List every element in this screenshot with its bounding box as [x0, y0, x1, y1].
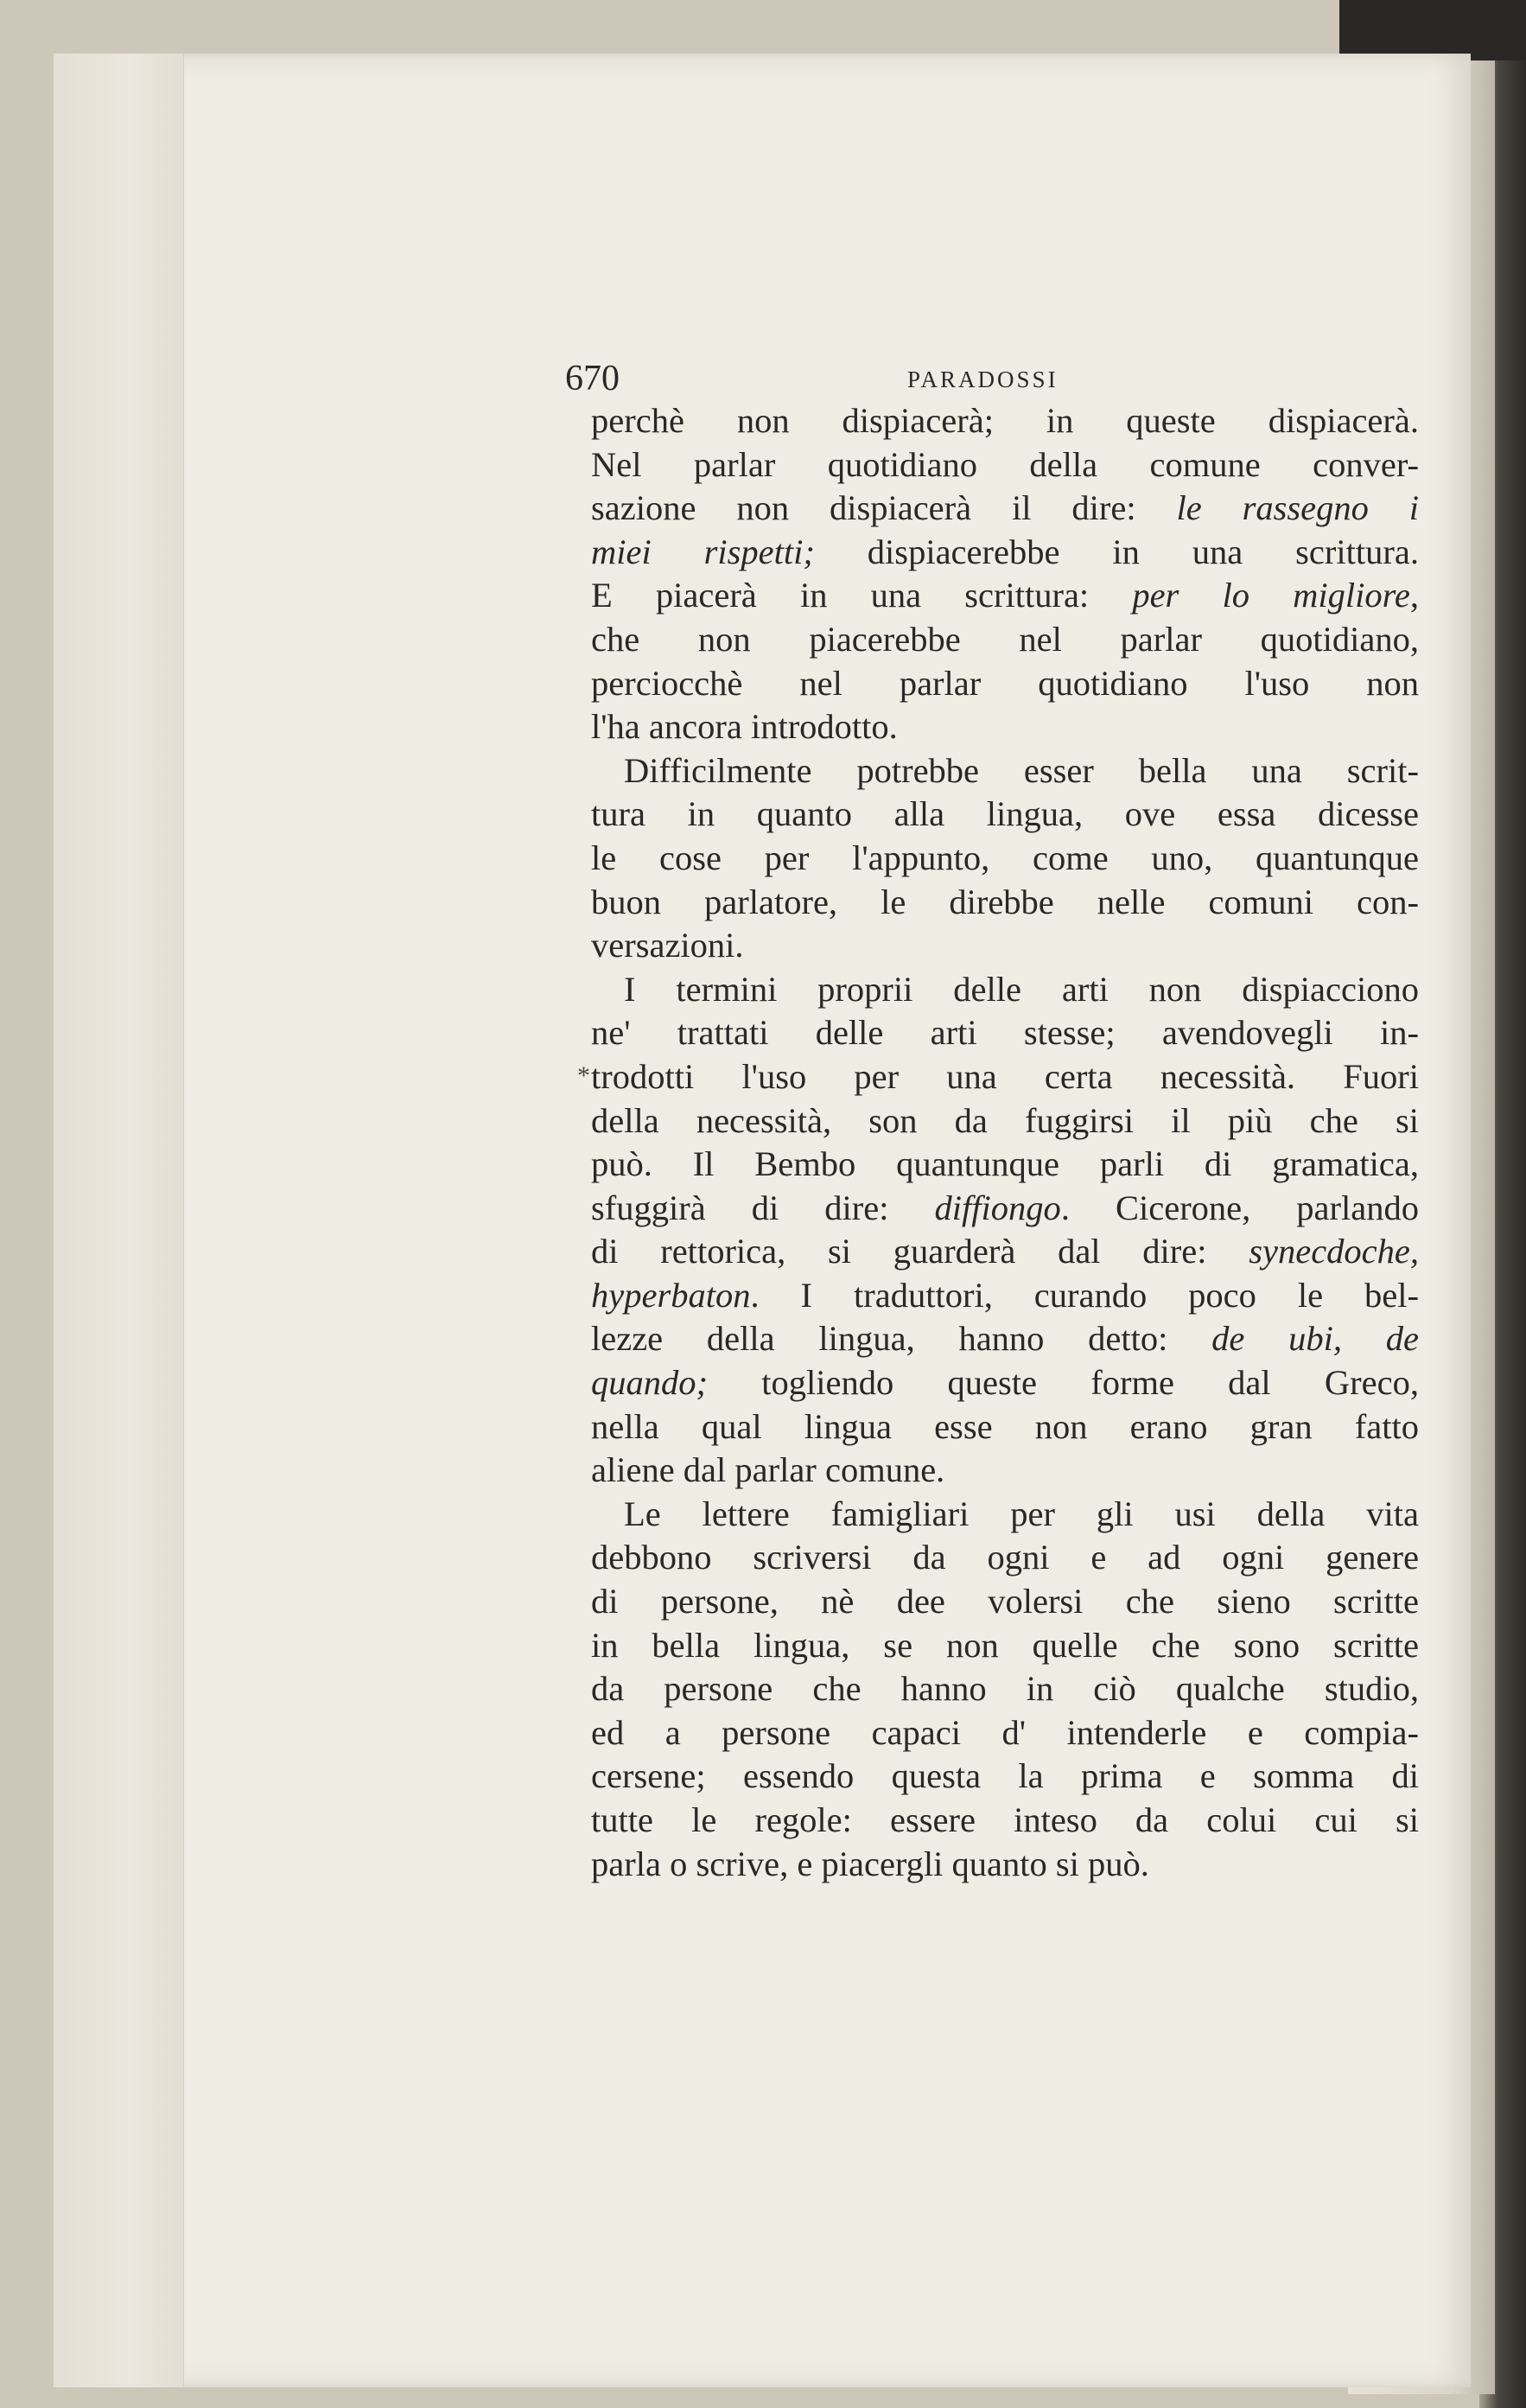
- paragraph: [591, 1493, 1419, 1886]
- scanner-background-top: [1339, 0, 1526, 61]
- text-run: Le lettere famigliari per gli usi della vita: [624, 1494, 1419, 1533]
- text-run: le cose per l'appunto, come uno, quantunque: [591, 838, 1419, 877]
- text-run: buon parlatore, le direbbe nelle comuni con-: [591, 882, 1419, 921]
- page-fold-strip: [54, 54, 184, 2387]
- text-run: tutte le regole: essere inteso da colui cui si: [591, 1800, 1419, 1839]
- text-line: [591, 1843, 1419, 1887]
- text-line: [591, 1580, 1419, 1624]
- text-line: [591, 881, 1419, 925]
- text-run: debbono scriversi da ogni e ad ogni genere: [591, 1538, 1419, 1577]
- text-run: di rettorica, si guarderà dal dire:: [591, 1232, 1249, 1271]
- text-run: perciocchè nel parlar quotidiano l'uso non: [591, 663, 1419, 703]
- text-run: . I traduttori, curando poco le bel-: [750, 1275, 1419, 1315]
- text-line: [591, 1055, 1419, 1099]
- paragraph: [591, 968, 1419, 1493]
- text-line: [591, 1711, 1419, 1755]
- text-line: [591, 1624, 1419, 1668]
- text-line: [591, 1143, 1419, 1187]
- text-run: cersene; essendo questa la prima e somma di: [591, 1756, 1419, 1796]
- text-run: Nel parlar quotidiano della comune conver-: [591, 444, 1419, 484]
- text-run: da persone che hanno in ciò qualche studio,: [591, 1669, 1419, 1709]
- text-line: [591, 1405, 1419, 1449]
- text-run: nella qual lingua esse non erano gran fatto: [591, 1406, 1419, 1446]
- text-run: ne' trattati delle arti stesse; avendovegli in-: [591, 1013, 1419, 1053]
- text-run: può. Il Bembo quantunque parli di gramatica,: [591, 1144, 1419, 1184]
- text-line: [591, 618, 1419, 662]
- text-line: [591, 1011, 1419, 1055]
- text-run: perchè non dispiacerà; in queste dispiacerà.: [591, 401, 1419, 440]
- text-run: Difficilmente potrebbe esser bella una scrit-: [624, 750, 1419, 790]
- text-run: . Cicerone, parlando: [1060, 1188, 1420, 1227]
- text-line: [591, 1317, 1419, 1361]
- text-run: I termini proprii delle arti non dispiacciono: [624, 969, 1419, 1009]
- text-run: sazione non dispiacerà il dire:: [591, 488, 1177, 528]
- page-text: [565, 359, 1420, 1886]
- text-line: [591, 1230, 1419, 1274]
- text-line: [591, 1667, 1419, 1711]
- text-line: [591, 837, 1419, 881]
- text-line: [591, 924, 1419, 968]
- text-line: [591, 487, 1419, 531]
- italic-phrase: quando;: [591, 1363, 708, 1403]
- text-line: [591, 1755, 1419, 1799]
- text-line: [591, 1449, 1419, 1493]
- body-text: [591, 399, 1419, 1886]
- text-line: [591, 1274, 1419, 1318]
- text-line: [591, 1361, 1419, 1405]
- italic-phrase: hyperbaton: [591, 1275, 751, 1315]
- text-run: lezze della lingua, hanno detto:: [591, 1319, 1212, 1359]
- text-line: [591, 1099, 1419, 1143]
- page-number: 670: [565, 359, 620, 398]
- text-line: [591, 1493, 1419, 1537]
- italic-phrase: miei rispetti;: [591, 532, 815, 571]
- text-line: [591, 399, 1419, 443]
- italic-phrase: synecdoche,: [1249, 1232, 1419, 1271]
- italic-phrase: de ubi, de: [1211, 1319, 1419, 1359]
- text-run: dispiacerebbe in una scrittura.: [814, 532, 1419, 571]
- text-line: [591, 1799, 1419, 1843]
- paragraph: [591, 399, 1419, 749]
- text-run: trodotti l'uso per una certa necessità. Fuori: [591, 1056, 1419, 1096]
- text-run: versazioni.: [591, 926, 744, 965]
- text-run: di persone, nè dee volersi che sieno scritte: [591, 1582, 1419, 1621]
- text-run: ed a persone capaci d' intenderle e compia-: [591, 1712, 1419, 1752]
- italic-phrase: diffiongo: [934, 1188, 1061, 1227]
- text-run: che non piacerebbe nel parlar quotidiano,: [591, 619, 1419, 659]
- text-run: tura in quanto alla lingua, ove essa dicesse: [591, 794, 1419, 834]
- paragraph: [591, 749, 1419, 968]
- text-run: E piacerà in una scrittura:: [591, 576, 1133, 615]
- text-line: [591, 574, 1419, 618]
- text-run: parla o scrive, e piacergli quanto si può.: [591, 1844, 1149, 1883]
- page-header: [565, 359, 1419, 398]
- text-run: togliendo queste forme dal Greco,: [708, 1363, 1419, 1403]
- text-line: [591, 749, 1419, 793]
- text-line: [591, 531, 1419, 575]
- text-line: [591, 662, 1419, 706]
- text-run: della necessità, son da fuggirsi il più che si: [591, 1100, 1419, 1140]
- text-run: ,: [1409, 576, 1419, 615]
- running-head: PARADOSSI: [907, 366, 1059, 392]
- italic-phrase: per lo migliore: [1132, 576, 1410, 615]
- text-run: aliene dal parlar comune.: [591, 1450, 945, 1490]
- text-run: l'ha ancora introdotto.: [591, 707, 898, 747]
- text-line: [591, 1187, 1419, 1231]
- text-run: in bella lingua, se non quelle che sono scritte: [591, 1625, 1419, 1665]
- text-line: [591, 1536, 1419, 1580]
- text-line: [591, 443, 1419, 487]
- text-line: [591, 793, 1419, 837]
- margin-mark: *: [577, 1061, 590, 1090]
- text-run: sfuggirà di dire:: [591, 1188, 935, 1227]
- italic-phrase: le rassegno i: [1176, 488, 1419, 528]
- text-line: [591, 968, 1419, 1012]
- text-line: [591, 705, 1419, 749]
